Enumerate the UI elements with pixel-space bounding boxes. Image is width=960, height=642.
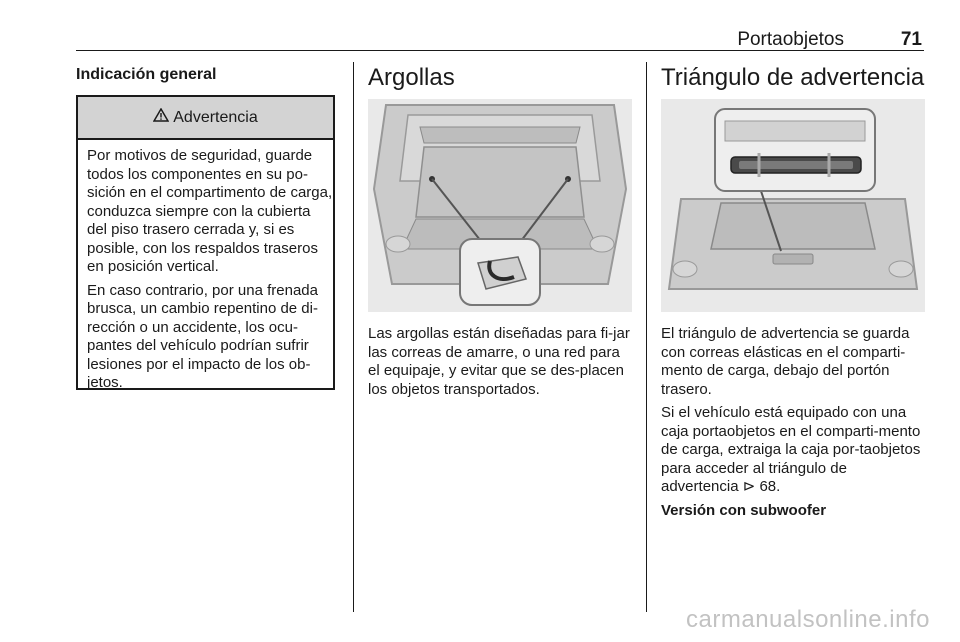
- argollas-text: Las argollas están diseñadas para fi-jar las correas de amarre, o una red para el equipaje, y evitar que se des-placen los objetos transportados.: [368, 325, 630, 398]
- column-rule-right: [646, 62, 647, 612]
- section-subtitle: Indicación general: [76, 66, 217, 83]
- warning-label: Advertencia: [173, 108, 258, 126]
- section-title-argollas: Argollas: [368, 64, 455, 91]
- warning-paragraph-1: Por motivos de seguridad, guarde todos los componentes en su po-sición en el compartimento de carga, conduzca siempre con la cubierta del piso trasero cerrada y, si es posible, con los respaldos traseros en posición vertical.: [87, 147, 333, 275]
- paragraph-argollas: [368, 325, 632, 404]
- header-rule: [76, 50, 924, 51]
- paragraph-triangulo: [661, 325, 925, 525]
- warning-paragraph-2: En caso contrario, por una frenada brusca, un cambio repentino de di-rección o un accidente, los ocu-pantes del vehículo podrían sufrir lesiones por el impacto de los ob-jetos.: [87, 281, 318, 391]
- column-rule-left: [353, 62, 354, 612]
- figure-cargo-rings: [368, 99, 632, 317]
- page-header-title: Portaobjetos: [737, 29, 844, 50]
- triangulo-text-2: Si el vehículo está equipado con una caja portaobjetos en el comparti-mento de carga, extraiga la caja por-taobjetos para acceder al triángulo de advertencia ⊳ 68.: [661, 404, 921, 495]
- subwoofer-note: Versión con subwoofer: [661, 501, 827, 519]
- page-number: 71: [900, 29, 922, 50]
- watermark: carmanualsonline.info: [686, 606, 930, 633]
- section-title-triangulo: Triángulo de advertencia: [661, 64, 925, 91]
- warning-box: [76, 95, 335, 390]
- figure-warning-triangle: [661, 99, 925, 317]
- triangulo-text-1: El triángulo de advertencia se guarda con correas elásticas en el comparti-mento de carga, debajo del portón trasero.: [661, 325, 910, 398]
- warning-header: [78, 97, 333, 140]
- warning-triangle-icon: [153, 108, 169, 127]
- warning-body: [78, 140, 333, 393]
